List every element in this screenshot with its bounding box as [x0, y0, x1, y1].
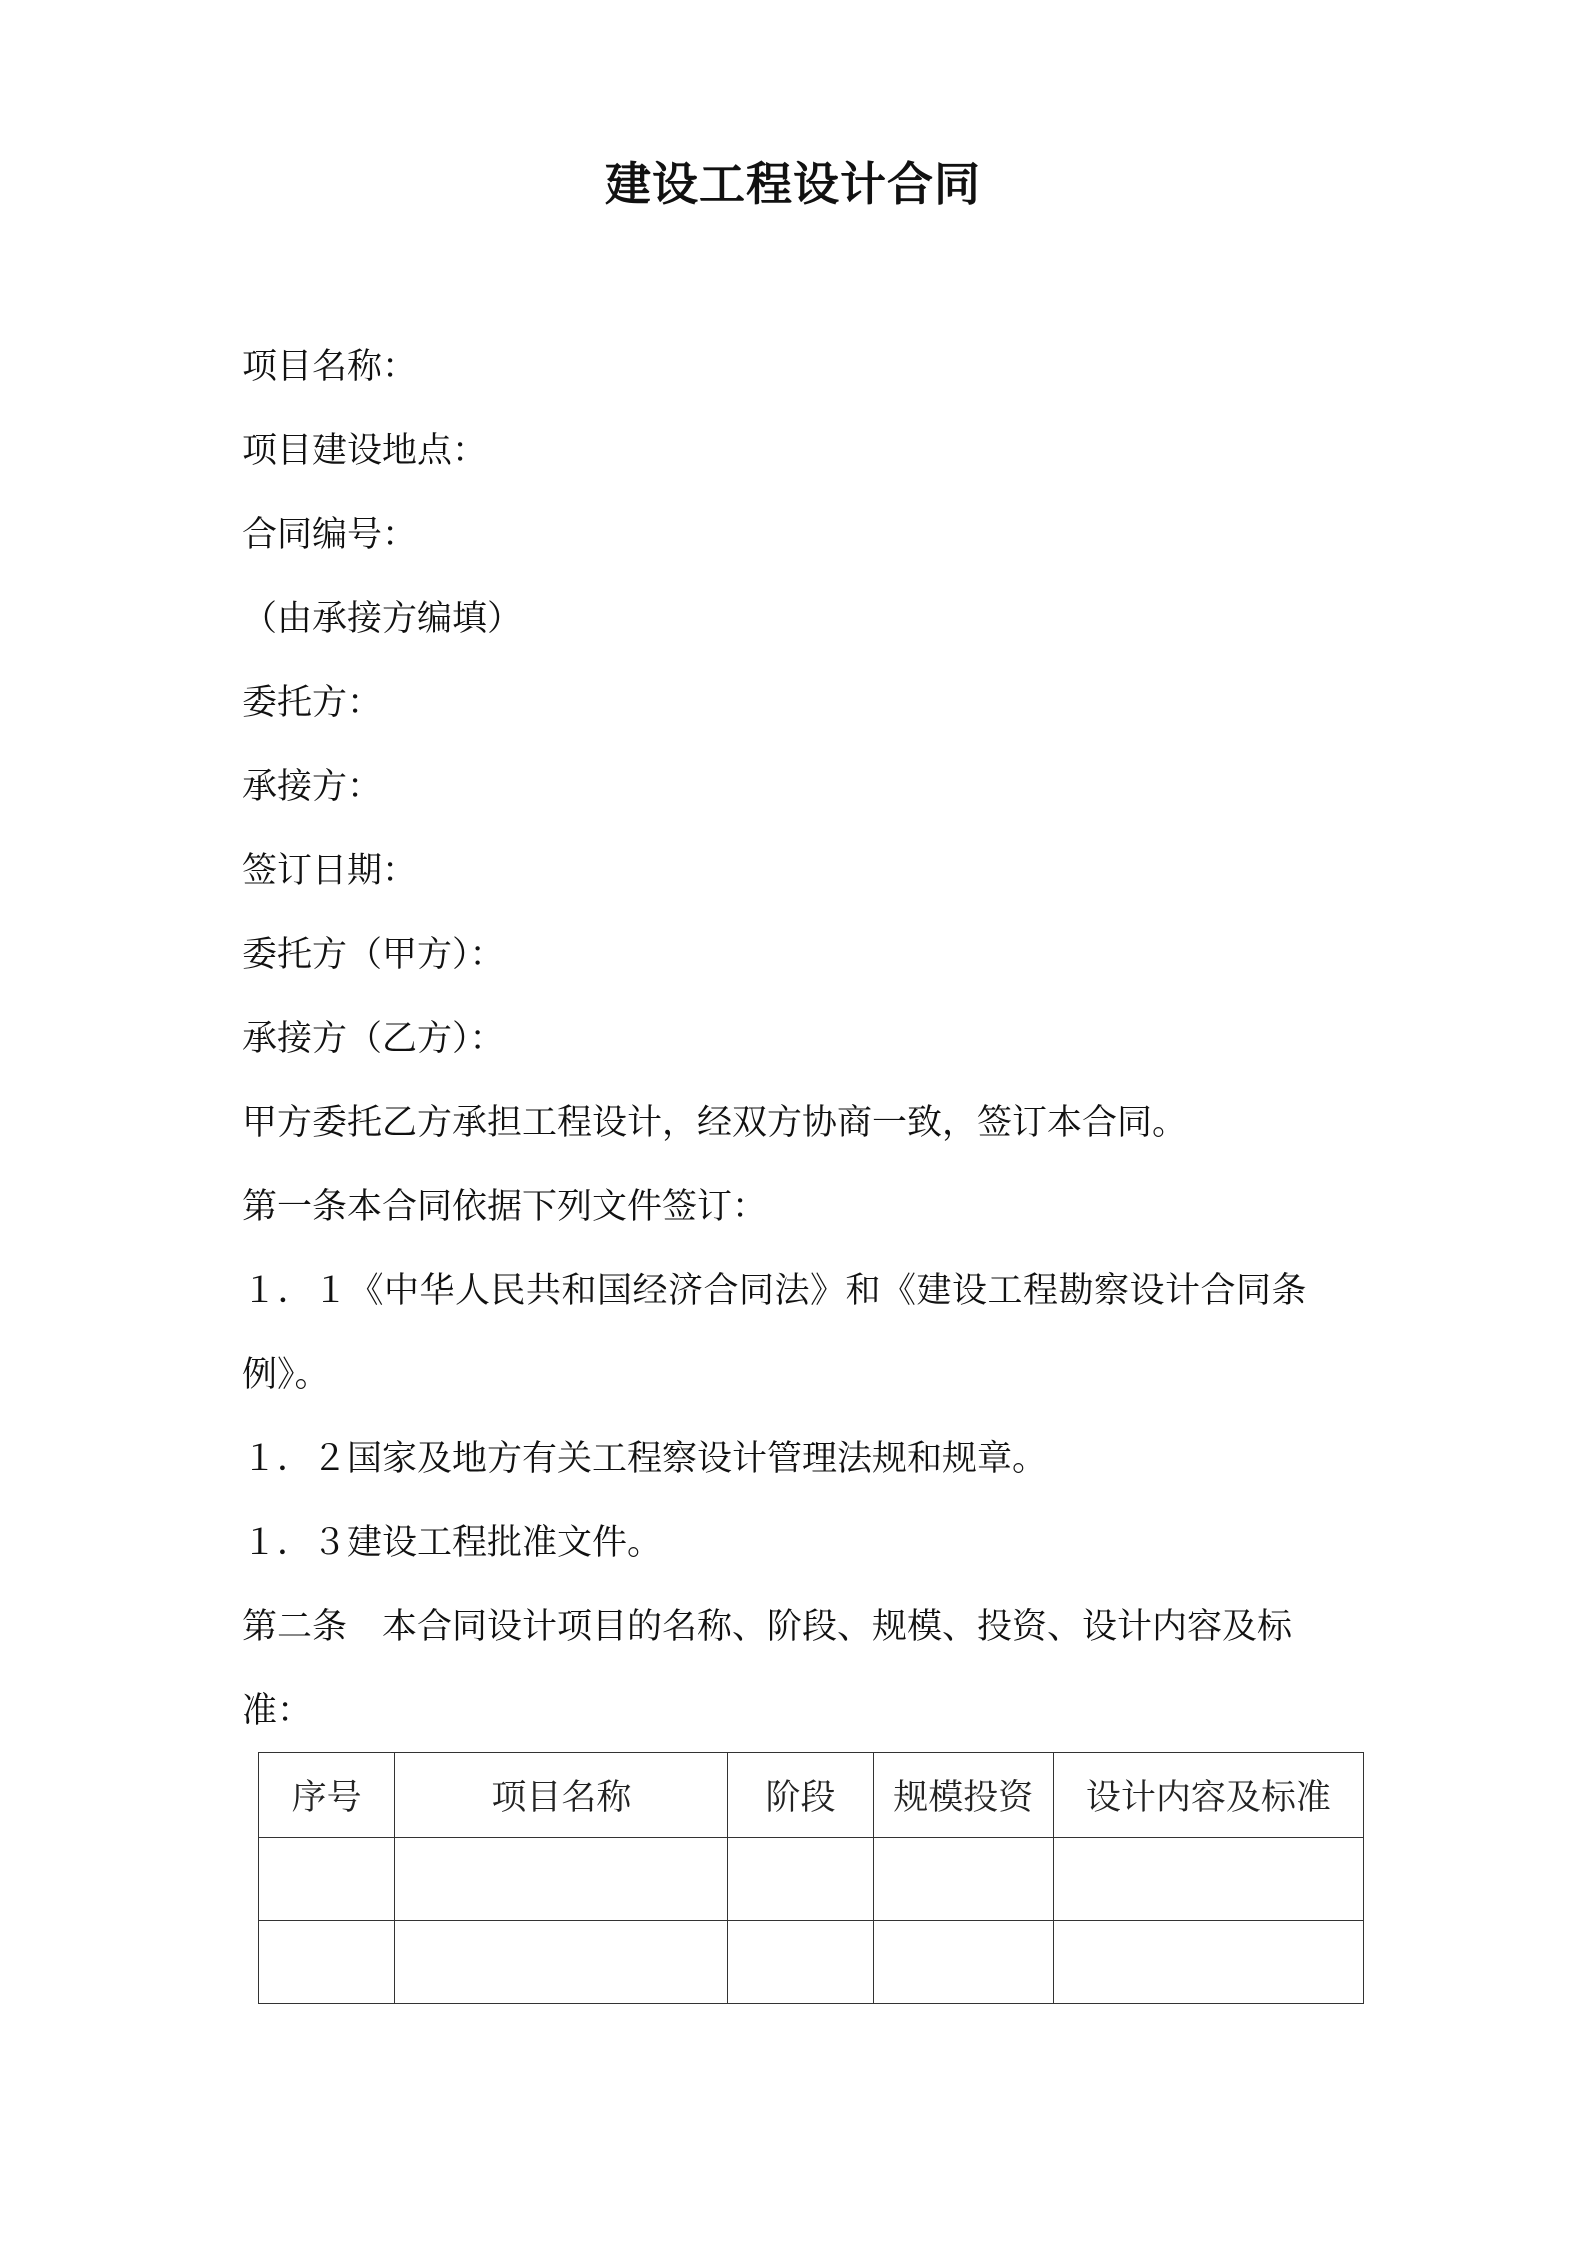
- table-cell: [873, 1838, 1053, 1921]
- table-cell: [873, 1921, 1053, 2004]
- field-contractor-fill-note: （由承接方编填）: [242, 599, 523, 639]
- col-header-design-content: 设计内容及标准: [1053, 1753, 1363, 1838]
- field-project-location: 项目建设地点：: [242, 431, 488, 471]
- document-title: 建设工程设计合同: [605, 157, 981, 211]
- intro-paragraph: 甲方委托乙方承担工程设计，经双方协商一致，签订本合同。: [242, 1103, 1188, 1143]
- table-cell: [728, 1921, 873, 2004]
- table-cell: [259, 1921, 395, 2004]
- article1-item2: １．２国家及地方有关工程察设计管理法规和规章。: [242, 1439, 1048, 1479]
- table-cell: [259, 1838, 395, 1921]
- field-sign-date: 签订日期：: [242, 851, 418, 891]
- col-header-project-name: 项目名称: [395, 1753, 728, 1838]
- design-items-table: [258, 1752, 1364, 2004]
- article1-item1-line1: １．１《中华人民共和国经济合同法》和《建设工程勘察设计合同条: [242, 1271, 1308, 1311]
- article1-item3: １．３建设工程批准文件。: [242, 1523, 663, 1563]
- field-project-name: 项目名称：: [242, 347, 418, 387]
- field-party-b: 承接方（乙方）：: [242, 1019, 505, 1059]
- article1-heading: 第一条本合同依据下列文件签订：: [242, 1187, 768, 1227]
- field-party-a: 委托方（甲方）：: [242, 935, 505, 975]
- field-client: 委托方：: [242, 683, 383, 723]
- field-contract-number: 合同编号：: [242, 515, 418, 555]
- table-row: [259, 1921, 1364, 2004]
- col-header-scale-investment: 规模投资: [873, 1753, 1053, 1838]
- article2-heading-line2: 准：: [242, 1691, 313, 1731]
- table-cell: [395, 1838, 728, 1921]
- table-header-row: [259, 1753, 1364, 1838]
- table-cell: [395, 1921, 728, 2004]
- table-cell: [1053, 1838, 1363, 1921]
- table-cell: [1053, 1921, 1363, 2004]
- col-header-number: 序号: [259, 1753, 395, 1838]
- table-row: [259, 1838, 1364, 1921]
- col-header-stage: 阶段: [728, 1753, 873, 1838]
- field-contractor: 承接方：: [242, 767, 383, 807]
- article2-heading-line1: 第二条 本合同设计项目的名称、阶段、规模、投资、设计内容及标: [242, 1607, 1293, 1647]
- article1-item1-line2: 例》。: [242, 1355, 330, 1395]
- table-cell: [728, 1838, 873, 1921]
